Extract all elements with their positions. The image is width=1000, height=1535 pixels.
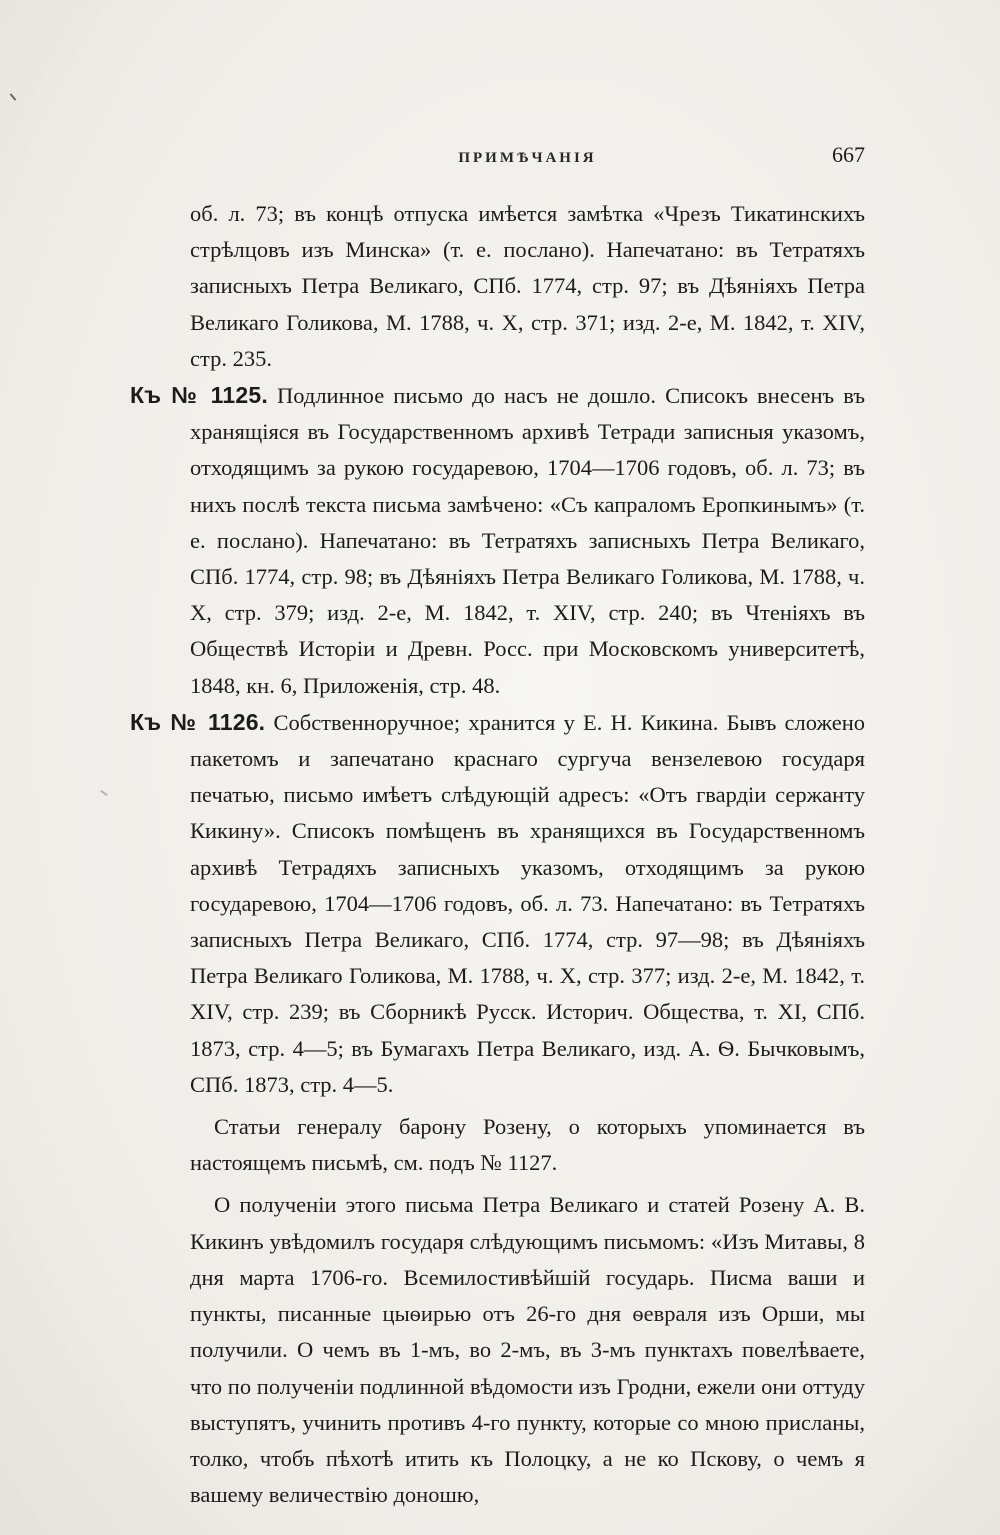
note-reference: Къ № 1126.: [130, 708, 266, 735]
note-reference: Къ № 1125.: [130, 382, 268, 409]
paragraph-text: О полученіи этого письма Петра Великаго и статей Розену А. В. Кикинъ увѣдомилъ государя слѣдующимъ письмомъ: «Изъ Митавы, 8 дня марта 1706-го. Всемилостивѣйшій государь. Писма ваши и пункты, писанные цыѳирью отъ 26-го дня ѳевраля изъ Орши, мы получили. О чемъ въ 1-мъ, во 2-мъ, въ 3-мъ пунктахъ повелѣваете, что по полученіи подлинной вѣдомости изъ Гродни, ежели они оттуду выступятъ, учинить противъ 4-го пункту, которые со мною присланы, толко, чтобъ пѣхотѣ итить къ Полоцку, а не ко Пскову, о чемъ я вашему величествію доношю,: [190, 1192, 865, 1508]
paragraph-kikin-letter: [130, 1187, 865, 1513]
note-1126: [130, 704, 865, 1103]
paragraph-text: Собственноручное; хранится у Е. Н. Кикина. Бывъ сложено пакетомъ и запечатано краснаго сургуча вензелевою государя печатью, письмо имѣетъ слѣдующій адресъ: «Отъ гвардіи сержанту Кикину». Списокъ помѣщенъ въ хранящихся въ Государственномъ архивѣ Тетрадяхъ записныхъ указомъ, отходящимъ за рукою государевою, 1704—1706 годовъ, об. л. 73. Напечатано: въ Тетратяхъ записныхъ Петра Великаго, СПб. 1774, стр. 97—98; въ Дѣяніяхъ Петра Великаго Голикова, М. 1788, ч. X, стр. 377; изд. 2-е, М. 1842, т. XIV, стр. 239; въ Сборникѣ Русск. Историч. Общества, т. XI, СПб. 1873, стр. 4—5; въ Бумагахъ Петра Великаго, изд. А. Ѳ. Бычковымъ, СПб. 1873, стр. 4—5.: [190, 709, 865, 1097]
paragraph-text: Подлинное письмо до насъ не дошло. Списокъ внесенъ въ хранящіяся въ Государственномъ архивѣ Тетради записныя указомъ, отходящимъ за рукою государевою, 1704—1706 годовъ, об. л. 73; въ нихъ послѣ текста письма замѣчено: «Съ капраломъ Еропкинымъ» (т. е. послано). Напечатано: въ Тетратяхъ записныхъ Петра Великаго, СПб. 1774, стр. 98; въ Дѣяніяхъ Петра Великаго Голикова, М. 1788, ч. X, стр. 379; изд. 2-е, М. 1842, т. XIV, стр. 240; въ Чтеніяхъ въ Обществѣ Исторіи и Древн. Росс. при Московскомъ университетѣ, 1848, кн. 6, Приложенія, стр. 48.: [190, 383, 865, 698]
running-head-title: ПРИМѢЧАНІЯ: [458, 150, 597, 166]
note-1125: [130, 377, 865, 704]
scan-speck: [100, 790, 108, 796]
paragraph-articles-rozen: [130, 1109, 865, 1181]
running-head: [190, 142, 865, 176]
paragraph-continuation: [130, 196, 865, 377]
body-text: [130, 196, 865, 1513]
scan-speck: [10, 93, 17, 100]
page-number: 667: [832, 142, 865, 167]
paragraph-text: Статьи генералу барону Розену, о которыхъ упоминается въ настоящемъ письмѣ, см. подъ № 1127.: [190, 1114, 865, 1176]
paragraph-text: об. л. 73; въ концѣ отпуска имѣется замѣтка «Чрезъ Тикатинскихъ стрѣлцовъ изъ Минска» (т. е. послано). Напечатано: въ Тетратяхъ записныхъ Петра Великаго, СПб. 1774, стр. 97; въ Дѣяніяхъ Петра Великаго Голикова, М. 1788, ч. X, стр. 371; изд. 2-е, М. 1842, т. XIV, стр. 235.: [190, 201, 865, 371]
